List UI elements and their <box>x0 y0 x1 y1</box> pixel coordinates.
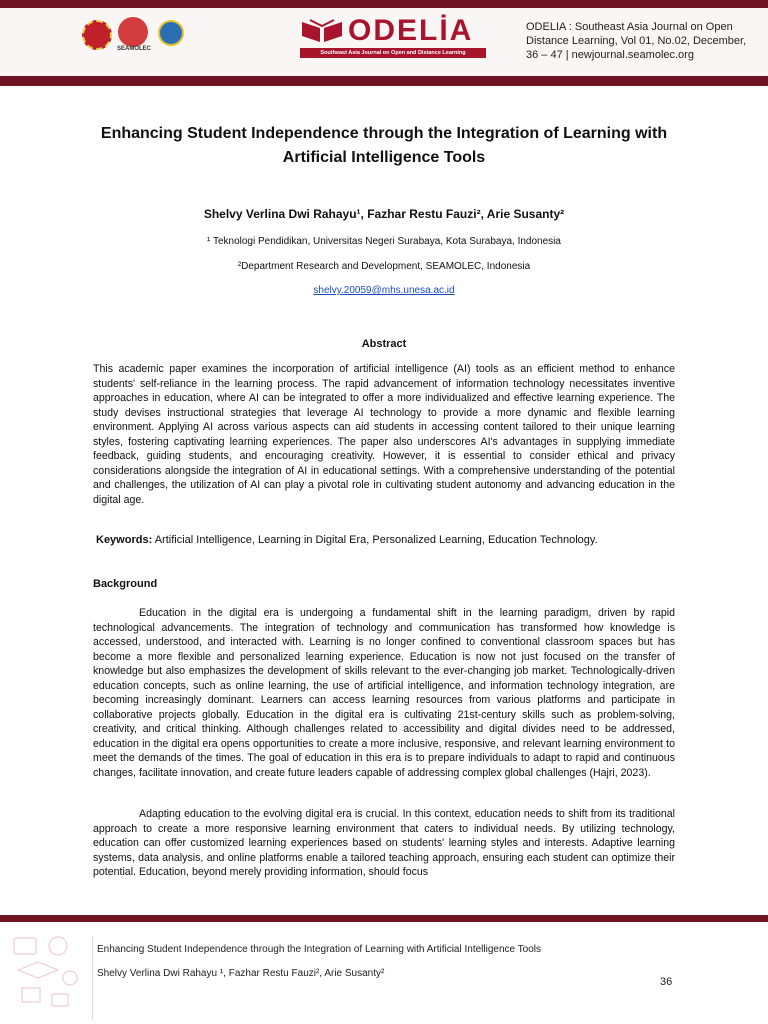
background-paragraph-1: Education in the digital era is undergoing a fundamental shift in the learning paradigm, driven by rapid technological advancements. The integration of technology and communication has transformed how knowledge is accessed, understood, and interacted with. Learning is no longer confined to conventional classroom spaces but has become a more flexible and personalized learning experience. Education is now not just focused on the transfer of knowledge but also emphasizes the development of skills relevant to the ever-changing job market. Technologically-driven education concepts, such as online learning, the use of artificial intelligence, and information technology integration, are becoming increasingly dominant. Learners can access learning resources from various platforms and participate in collaborative projects globally. Education in the digital era is cultivating 21st-century skills such as problem-solving, creativity, and critical thinking. Although challenges related to accessibility and digital divides need to be addressed, education in the digital era opens opportunities to create a more inclusive, responsive, and relevant learning environment to meet the demands of the times. The goal of education in this era is to prepare individuals to adapt to rapid and continuous changes, facilitate innovation, and create future leaders capable of addressing complex global challenges (Hajri, 2023). <box>93 607 675 779</box>
background-paragraph-2: Adapting education to the evolving digital era is crucial. In this context, education needs to shift from its traditional approach to create a more responsive learning environment that caters to individual needs. By utilizing technology, education can offer customized learning experiences based on students' learning styles and interests. Adaptive learning systems, data analysis, and online platforms enable a tailored teaching approach, ensuring each student can optimize their potential. Education, beyond merely providing information, should focus <box>93 808 675 878</box>
affiliation-1: ¹ Teknologi Pendidikan, Universitas Negeri Surabaya, Kota Surabaya, Indonesia <box>207 236 561 247</box>
open-book-icon <box>300 18 344 44</box>
paper-authors: Shelvy Verlina Dwi Rahayu¹, Fazhar Restu Fauzi², Arie Susanty² <box>203 207 565 221</box>
seamolec-logo-icon <box>118 17 148 47</box>
footer-running-title: Enhancing Student Independence through the Integration of Learning with Artificial Intelligence Tools <box>97 944 542 955</box>
background-heading: Background <box>93 578 158 590</box>
journal-brand-name: ODELİA <box>348 14 474 47</box>
affiliation-2: ²Department Research and Development, SEAMOLEC, Indonesia <box>237 261 531 272</box>
journal-citation-info: ODELIA : Southeast Asia Journal on Open Distance Learning, Vol 01, No.02, December, 36 – 47 | newjournal.seamolec.org <box>526 21 747 61</box>
top-band <box>0 0 768 8</box>
paper-title: Enhancing Student Independence through the Integration of Learning with Artificial Intelligence Tools <box>100 125 668 166</box>
journal-brand-tagline: Southeast Asia Journal on Open and Distance Learning <box>300 48 486 58</box>
page-number: 36 <box>660 976 673 988</box>
author-email-link[interactable]: shelvy.20059@mhs.unesa.ac.id <box>313 285 455 296</box>
ministry-logo-icon <box>158 20 184 46</box>
keywords-text: Artificial Intelligence, Learning in Digital Era, Personalized Learning, Education Technology. <box>154 534 598 546</box>
university-seal-icon <box>82 20 112 50</box>
keywords-line <box>96 533 676 547</box>
abstract-text: This academic paper examines the incorporation of artificial intelligence (AI) tools as an efficient method to enhance students' self-reliance in the learning process. The rapid advancement of information technology necessitates inventive approaches in education, where AI can be integrated to offer a more individualized and effective learning experience. The study devises instructional strategies that leverage AI technology to provide a more dynamic and flexible learning environment. Applying AI across various aspects can aid students in accessing content tailored to their unique learning styles, fostering captivating learning experiences. The paper also underscores AI's advantages in supplying immediate feedback, guiding students, and encouraging creativity. However, it is essential to consider ethical and privacy considerations alongside the integration of AI in educational settings. With a comprehensive understanding of the potential and challenges, the utilization of AI can play a pivotal role in cultivating student autonomy and advancing education in the digital age. <box>93 363 675 506</box>
education-pattern-icon <box>8 930 90 1014</box>
seamolec-logo-text: SEAMOLEC <box>116 46 151 52</box>
abstract-heading: Abstract <box>361 338 407 350</box>
keywords-label: Keywords: <box>96 534 153 546</box>
header-divider <box>0 76 768 86</box>
footer-divider <box>0 915 768 922</box>
footer-running-authors: Shelvy Verlina Dwi Rahayu ¹, Fazhar Restu Fauzi², Arie Susanty² <box>97 968 385 979</box>
